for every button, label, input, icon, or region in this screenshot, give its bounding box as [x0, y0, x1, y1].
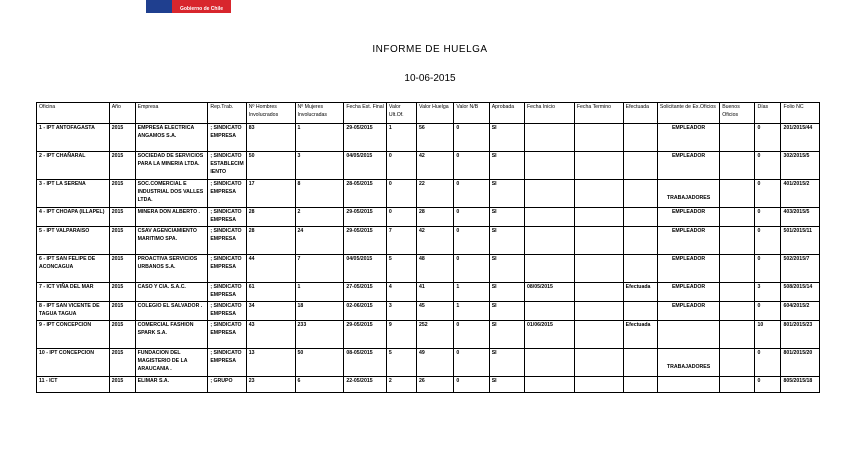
column-header: Días: [755, 103, 781, 124]
table-cell: 10: [755, 321, 781, 349]
table-cell: 0: [454, 152, 489, 180]
table-cell: 401/2015/2: [781, 180, 820, 208]
table-cell: TRABAJADORES: [657, 349, 719, 377]
table-cell: 0: [454, 349, 489, 377]
table-cell: 5: [386, 349, 416, 377]
table-cell: 83: [246, 124, 295, 152]
table-cell: [524, 180, 574, 208]
table-cell: 29-05/2015: [344, 321, 387, 349]
table-cell: PROACTIVA SERVICIOS URBANOS S.A.: [135, 255, 208, 283]
table-cell: 18: [295, 302, 344, 321]
table-cell: 28: [246, 208, 295, 227]
table-cell: ; GRUPO: [208, 377, 246, 393]
table-cell: 2015: [109, 377, 135, 393]
table-cell: 61: [246, 283, 295, 302]
table-row: [37, 302, 820, 321]
table-cell: 13: [246, 349, 295, 377]
table-cell: 0: [454, 377, 489, 393]
table-cell: 8 - IPT SAN VICENTE DE TAGUA TAGUA: [37, 302, 110, 321]
table-cell: 302/2015/5: [781, 152, 820, 180]
table-cell: Efectuada: [623, 283, 657, 302]
table-cell: 34: [246, 302, 295, 321]
strike-report-table: [36, 102, 820, 393]
column-header: Oficina: [37, 103, 110, 124]
table-cell: 6: [295, 377, 344, 393]
table-row: [37, 255, 820, 283]
table-cell: ; SINDICATO EMPRESA: [208, 180, 246, 208]
table-cell: ELIMAR S.A.: [135, 377, 208, 393]
table-cell: [720, 321, 755, 349]
table-row: [37, 227, 820, 255]
table-cell: 28: [417, 208, 454, 227]
table-cell: [524, 152, 574, 180]
table-cell: 2 - IPT CHAÑARAL: [37, 152, 110, 180]
column-header: Rep.Trab.: [208, 103, 246, 124]
table-cell: 42: [417, 152, 454, 180]
table-cell: 04/05/2015: [344, 152, 387, 180]
column-header: Fecha Termino: [574, 103, 623, 124]
table-cell: [720, 180, 755, 208]
table-cell: 50: [246, 152, 295, 180]
table-row: [37, 377, 820, 393]
table-cell: 4 - IPT CHOAPA (ILLAPEL): [37, 208, 110, 227]
table-cell: [524, 124, 574, 152]
table-cell: MINERA DON ALBERTO .: [135, 208, 208, 227]
table-cell: 2015: [109, 124, 135, 152]
table-cell: 6 - IPT SAN FELIPE DE ACONCAGUA: [37, 255, 110, 283]
table-cell: 11 - ICT: [37, 377, 110, 393]
table-cell: [720, 377, 755, 393]
table-cell: ; SINDICATO EMPRESA: [208, 227, 246, 255]
table-cell: 50: [295, 349, 344, 377]
table-cell: 3: [755, 283, 781, 302]
table-row: [37, 152, 820, 180]
table-cell: SI: [489, 124, 524, 152]
table-cell: [574, 321, 623, 349]
table-cell: 2015: [109, 283, 135, 302]
table-cell: 44: [246, 255, 295, 283]
table-cell: 0: [386, 180, 416, 208]
table-cell: EMPLEADOR: [657, 227, 719, 255]
table-cell: ; SINDICATO EMPRESA: [208, 124, 246, 152]
table-cell: [524, 302, 574, 321]
table-cell: 0: [755, 152, 781, 180]
table-cell: 233: [295, 321, 344, 349]
table-cell: 23: [246, 377, 295, 393]
table-cell: 5 - IPT VALPARAISO: [37, 227, 110, 255]
table-cell: 29-05/2015: [344, 208, 387, 227]
table-cell: [574, 302, 623, 321]
table-row: [37, 321, 820, 349]
table-cell: [574, 152, 623, 180]
table-row: [37, 180, 820, 208]
table-cell: ; SINDICATO EMPRESA: [208, 302, 246, 321]
table-cell: 26: [417, 377, 454, 393]
table-cell: 2015: [109, 208, 135, 227]
table-cell: 0: [454, 208, 489, 227]
table-cell: [720, 227, 755, 255]
table-cell: 0: [386, 208, 416, 227]
table-cell: [524, 255, 574, 283]
table-cell: 8: [295, 180, 344, 208]
table-cell: 508/2015/14: [781, 283, 820, 302]
table-cell: 27-05/2015: [344, 283, 387, 302]
table-cell: [623, 124, 657, 152]
table-cell: SI: [489, 377, 524, 393]
table-cell: 3: [295, 152, 344, 180]
table-cell: [623, 152, 657, 180]
column-header: Aprobada: [489, 103, 524, 124]
table-cell: EMPRESA ELECTRICA ANGAMOS S.A.: [135, 124, 208, 152]
table-cell: 403/2015/5: [781, 208, 820, 227]
table-row: [37, 349, 820, 377]
table-cell: 2015: [109, 255, 135, 283]
table-cell: COLEGIO EL SALVADOR .: [135, 302, 208, 321]
table-cell: 5: [386, 255, 416, 283]
table-cell: 0: [386, 152, 416, 180]
table-cell: [574, 255, 623, 283]
table-cell: 502/2015/7: [781, 255, 820, 283]
table-cell: [524, 349, 574, 377]
table-cell: 24: [295, 227, 344, 255]
table-cell: [657, 377, 719, 393]
table-cell: [623, 227, 657, 255]
column-header: Año: [109, 103, 135, 124]
table-cell: 0: [454, 124, 489, 152]
table-cell: EMPLEADOR: [657, 255, 719, 283]
table-cell: 0: [454, 227, 489, 255]
table-cell: 01/06/2015: [524, 321, 574, 349]
table-cell: 201/2015/44: [781, 124, 820, 152]
column-header: Buenos Oficios: [720, 103, 755, 124]
table-cell: SI: [489, 208, 524, 227]
table-header-row: [37, 103, 820, 124]
table-cell: FUNDACION DEL MAGISTERIO DE LA ARAUCANIA .: [135, 349, 208, 377]
table-cell: SI: [489, 302, 524, 321]
table-cell: CSAV AGENCIAMIENTO MARITIMO SPA.: [135, 227, 208, 255]
table-cell: SOCIEDAD DE SERVICIOS PARA LA MINERIA LTDA.: [135, 152, 208, 180]
table-cell: [623, 180, 657, 208]
table-cell: 2015: [109, 302, 135, 321]
table-body: [37, 124, 820, 393]
table-cell: [574, 377, 623, 393]
table-cell: [720, 255, 755, 283]
table-cell: 45: [417, 302, 454, 321]
table-cell: 0: [755, 227, 781, 255]
table-cell: 08-05/2015: [344, 349, 387, 377]
table-row: [37, 283, 820, 302]
table-cell: [657, 321, 719, 349]
table-cell: 801/2015/20: [781, 349, 820, 377]
column-header: Empresa: [135, 103, 208, 124]
table-cell: 7: [295, 255, 344, 283]
table-cell: ; SINDICATO EMPRESA: [208, 349, 246, 377]
table-cell: [574, 208, 623, 227]
table-cell: EMPLEADOR: [657, 208, 719, 227]
table-cell: 7 - ICT VIÑA DEL MAR: [37, 283, 110, 302]
table-cell: SI: [489, 283, 524, 302]
table-cell: [720, 124, 755, 152]
table-cell: TRABAJADORES: [657, 180, 719, 208]
table-cell: [524, 377, 574, 393]
table-cell: 0: [454, 180, 489, 208]
table-cell: CASO Y CIA. S.A.C.: [135, 283, 208, 302]
table-cell: [574, 180, 623, 208]
table-cell: EMPLEADOR: [657, 152, 719, 180]
table-cell: 604/2015/2: [781, 302, 820, 321]
table-cell: ; SINDICATO EMPRESA: [208, 283, 246, 302]
table-row: [37, 124, 820, 152]
table-cell: 801/2015/23: [781, 321, 820, 349]
table-cell: 3: [386, 302, 416, 321]
table-cell: 252: [417, 321, 454, 349]
table-cell: 0: [755, 124, 781, 152]
table-cell: 2: [295, 208, 344, 227]
table-cell: 1: [295, 124, 344, 152]
table-cell: Efectuada: [623, 321, 657, 349]
table-cell: 28: [246, 227, 295, 255]
table-cell: 41: [417, 283, 454, 302]
table-cell: 2015: [109, 227, 135, 255]
table-cell: ; SINDICATO EMPRESA: [208, 255, 246, 283]
table-cell: [574, 227, 623, 255]
table-cell: 02-06/2015: [344, 302, 387, 321]
table-cell: 501/2015/11: [781, 227, 820, 255]
table-cell: 10 - IPT CONCEPCION: [37, 349, 110, 377]
column-header: Nº Mujeres Involucradas: [295, 103, 344, 124]
table-cell: 48: [417, 255, 454, 283]
column-header: Fecha Inicio: [524, 103, 574, 124]
table-cell: 0: [755, 180, 781, 208]
table-cell: 0: [454, 321, 489, 349]
table-cell: SI: [489, 180, 524, 208]
column-header: Efectuada: [623, 103, 657, 124]
table-cell: 805/2015/18: [781, 377, 820, 393]
table-cell: 7: [386, 227, 416, 255]
table-cell: SI: [489, 255, 524, 283]
table-cell: 0: [755, 377, 781, 393]
column-header: Solicitante de Ex.Oficios: [657, 103, 719, 124]
table-cell: EMPLEADOR: [657, 124, 719, 152]
table-cell: 04/05/2015: [344, 255, 387, 283]
table-cell: ; SINDICATO EMPRESA: [208, 208, 246, 227]
table-cell: [574, 124, 623, 152]
table-cell: 56: [417, 124, 454, 152]
table-cell: 17: [246, 180, 295, 208]
column-header: Folio NC: [781, 103, 820, 124]
table-cell: SI: [489, 227, 524, 255]
table-cell: [720, 349, 755, 377]
table-cell: EMPLEADOR: [657, 302, 719, 321]
table-cell: SOC.COMERCIAL E INDUSTRIAL DOS VALLES LTDA.: [135, 180, 208, 208]
table-cell: [524, 208, 574, 227]
table-cell: 9 - IPT CONCEPCION: [37, 321, 110, 349]
table-cell: [623, 349, 657, 377]
table-cell: 2015: [109, 349, 135, 377]
government-logo: [146, 0, 231, 13]
table-cell: 0: [755, 302, 781, 321]
logo-blue-block: [146, 0, 172, 13]
table-cell: 22-05/2015: [344, 377, 387, 393]
table-cell: ; SINDICATO ESTABLECIMIENTO: [208, 152, 246, 180]
table-cell: 2015: [109, 152, 135, 180]
column-header: Fecha Est. Final: [344, 103, 387, 124]
table-cell: 42: [417, 227, 454, 255]
table-cell: [524, 227, 574, 255]
table-cell: 29-05/2015: [344, 227, 387, 255]
table-cell: 08/05/2015: [524, 283, 574, 302]
table-row: [37, 208, 820, 227]
table-cell: [623, 302, 657, 321]
table-cell: [574, 283, 623, 302]
table-cell: 28-05/2015: [344, 180, 387, 208]
table-cell: 2015: [109, 321, 135, 349]
table-cell: 1: [454, 302, 489, 321]
table-cell: [720, 208, 755, 227]
table-cell: COMERCIAL FASHION SPARK S.A.: [135, 321, 208, 349]
column-header: Valor N/B: [454, 103, 489, 124]
table-cell: 1: [454, 283, 489, 302]
table-cell: 1 - IPT ANTOFAGASTA: [37, 124, 110, 152]
column-header: Valor Ult.Of.: [386, 103, 416, 124]
table-cell: SI: [489, 349, 524, 377]
table-cell: EMPLEADOR: [657, 283, 719, 302]
table-cell: [574, 349, 623, 377]
report-title: INFORME DE HUELGA: [372, 44, 488, 55]
table-cell: 49: [417, 349, 454, 377]
table-cell: ; SINDICATO EMPRESA: [208, 321, 246, 349]
table-cell: 1: [386, 124, 416, 152]
table-cell: [623, 255, 657, 283]
column-header: Nº Hombres Involucrados: [246, 103, 295, 124]
table-cell: 29-05/2015: [344, 124, 387, 152]
table-cell: 22: [417, 180, 454, 208]
table-cell: 2015: [109, 180, 135, 208]
table-cell: 2: [386, 377, 416, 393]
table-cell: 4: [386, 283, 416, 302]
column-header: Valor Huelga: [417, 103, 454, 124]
table-cell: [623, 208, 657, 227]
table-cell: SI: [489, 152, 524, 180]
logo-text: Gobierno de Chile: [172, 0, 231, 13]
table-cell: 1: [295, 283, 344, 302]
table-cell: [720, 302, 755, 321]
table-cell: 0: [755, 208, 781, 227]
table-cell: [623, 377, 657, 393]
report-date: 10-06-2015: [404, 73, 456, 84]
table-cell: SI: [489, 321, 524, 349]
table-cell: 9: [386, 321, 416, 349]
table-cell: 0: [755, 255, 781, 283]
table-cell: 43: [246, 321, 295, 349]
table-cell: 3 - IPT LA SERENA: [37, 180, 110, 208]
table-cell: 0: [454, 255, 489, 283]
table-cell: [720, 283, 755, 302]
table-cell: 0: [755, 349, 781, 377]
table-cell: [720, 152, 755, 180]
